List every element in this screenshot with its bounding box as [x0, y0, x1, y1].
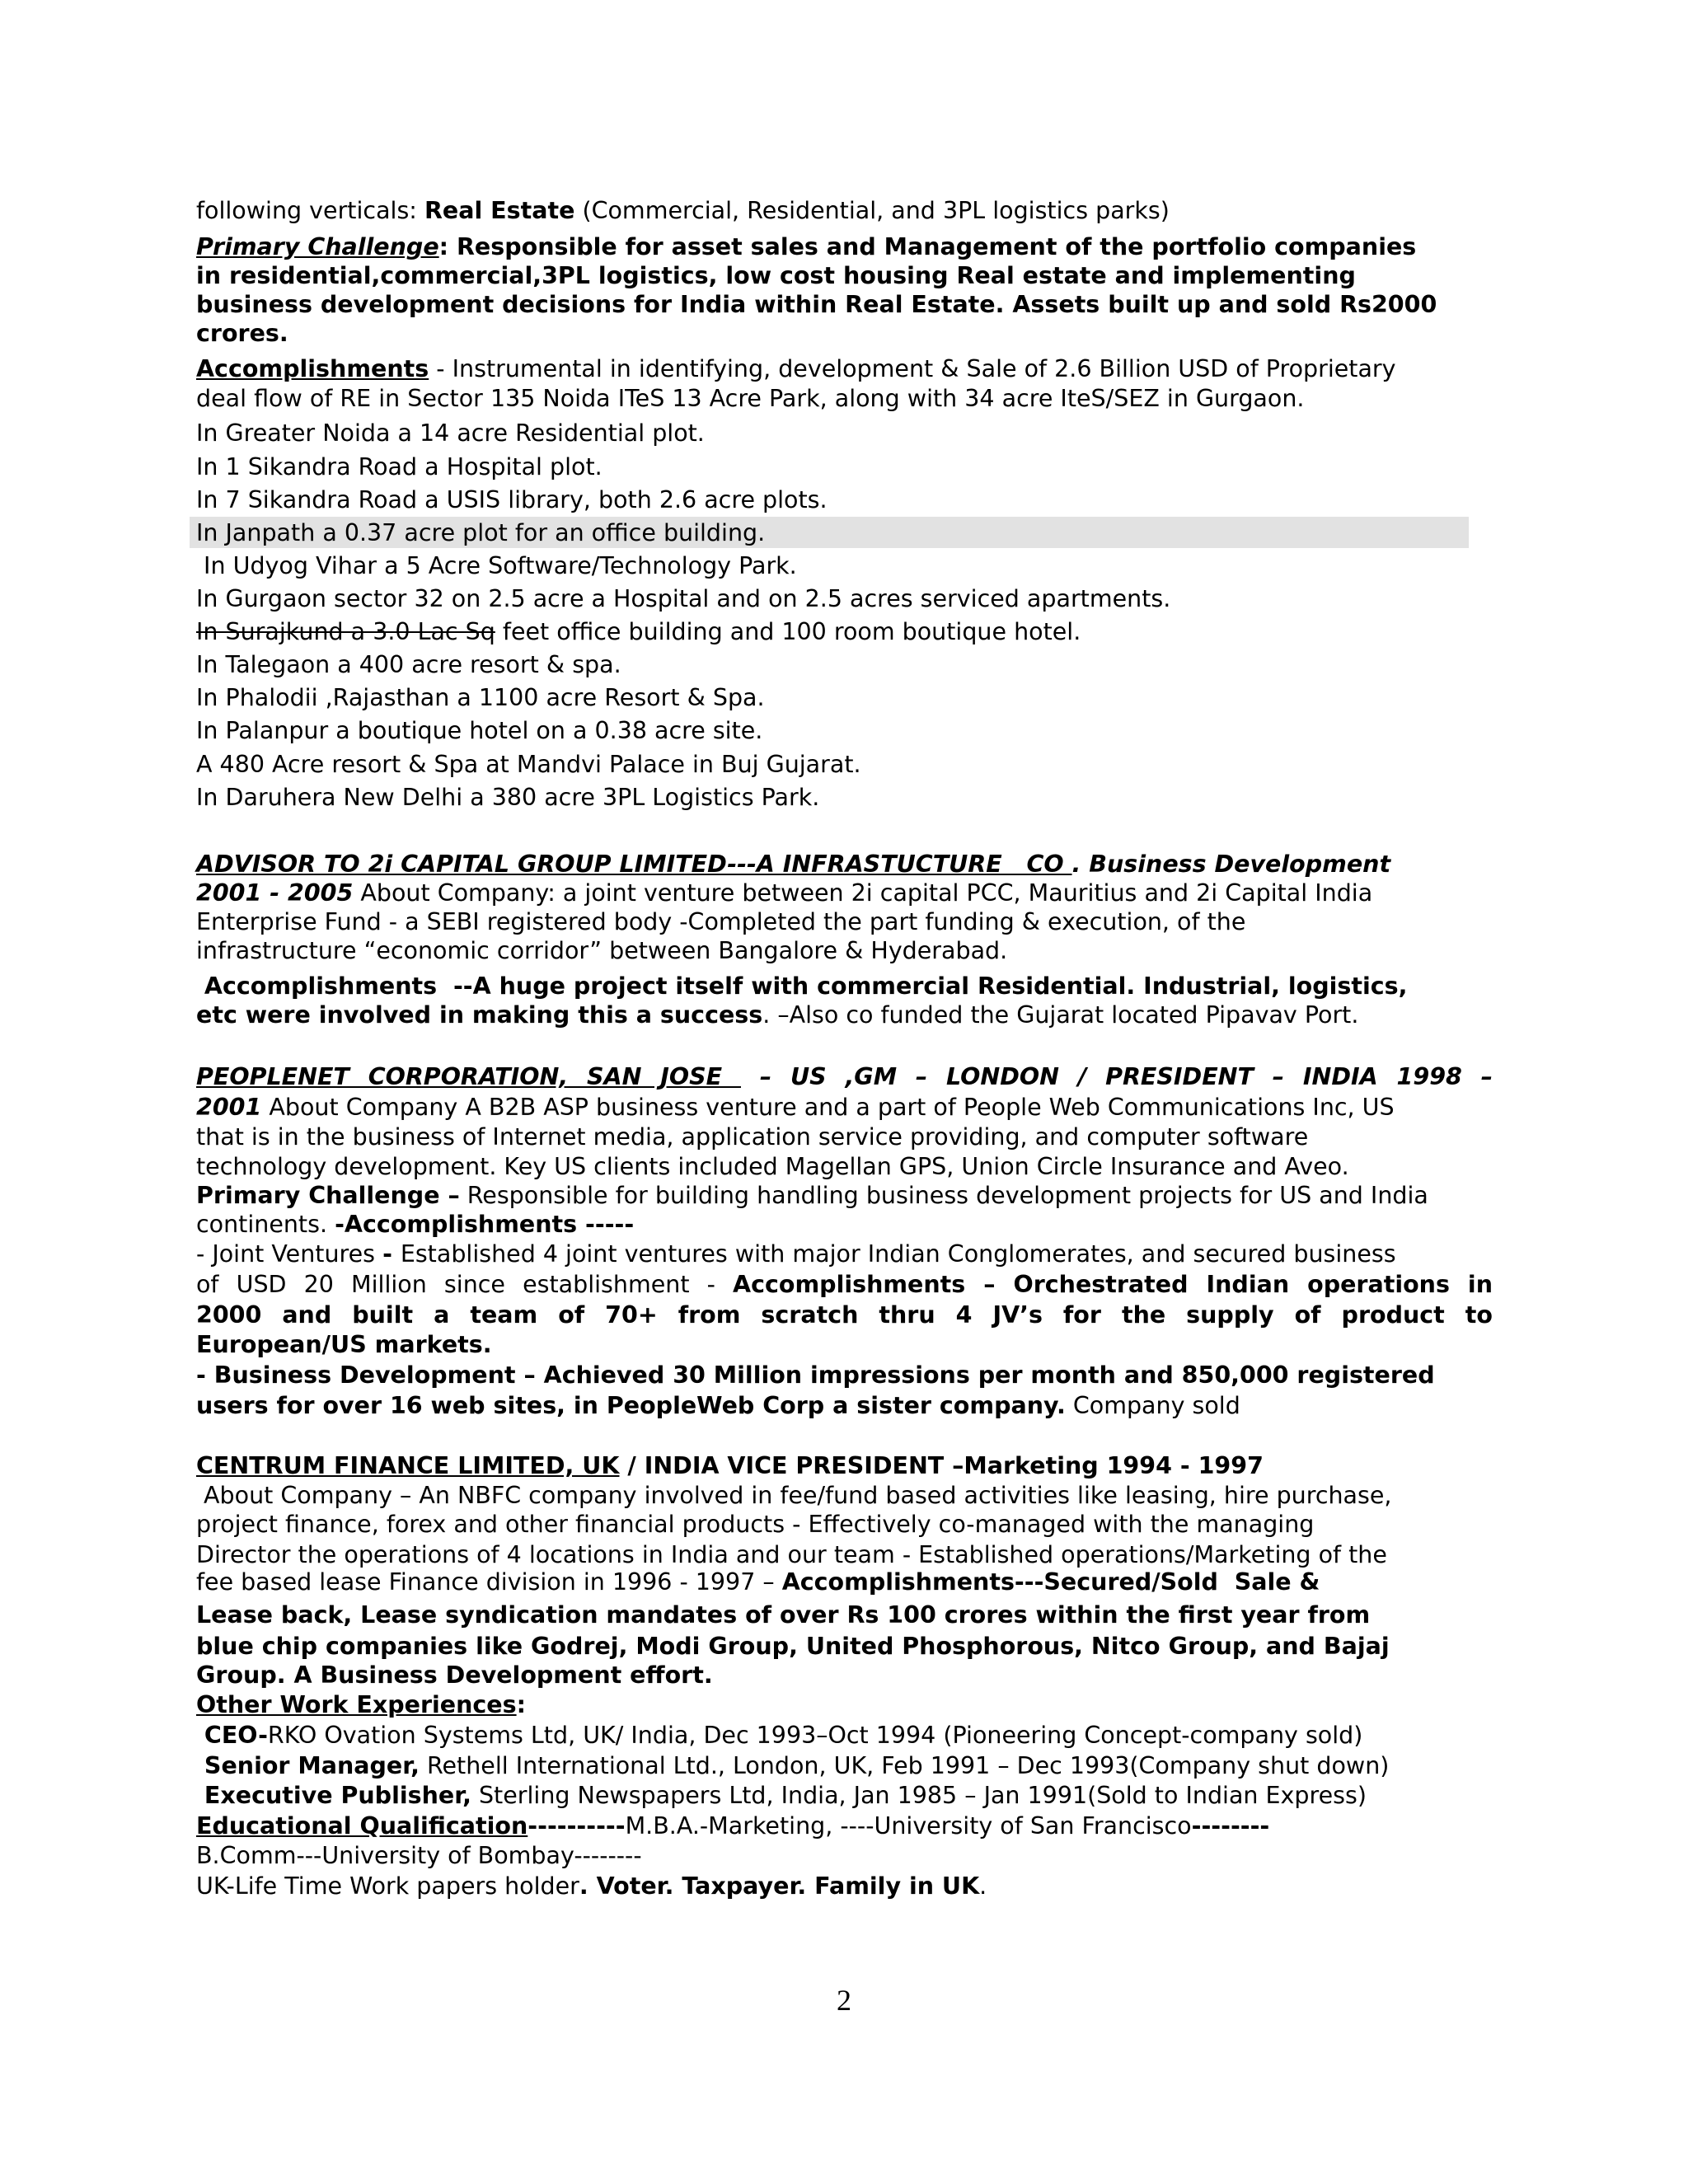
peoplenet-company-title: PEOPLENET CORPORATION, SAN JOSE [196, 1063, 741, 1090]
experience-senior-manager: Senior Manager, Rethell International Ltd., London, UK, Feb 1991 – Dec 1993(Company shut down) [196, 1752, 1390, 1779]
plot-item: In Greater Noida a 14 acre Residential plot. [196, 419, 705, 447]
peoplenet-line-6: continents. -Accomplishments ----- [196, 1211, 635, 1238]
peoplenet-heading: PEOPLENET CORPORATION, SAN JOSE – US ,GM – LONDON / PRESIDENT – INDIA 1998 – [196, 1063, 1493, 1090]
education-line-2: B.Comm---University of Bombay-------- [196, 1842, 642, 1869]
advisor-heading: ADVISOR TO 2i CAPITAL GROUP LIMITED---A INFRASTUCTURE CO . Business Development [196, 851, 1391, 878]
experience-ceo: CEO-RKO Ovation Systems Ltd, UK/ India, Dec 1993–Oct 1994 (Pioneering Concept-company sold) [196, 1722, 1363, 1749]
peoplenet-joint-ventures: - Joint Ventures - Established 4 joint ventures with major Indian Conglomerates, and secured business [196, 1240, 1396, 1268]
plot-item: In Udyog Vihar a 5 Acre Software/Technology Park. [196, 552, 797, 579]
plot-item: In Daruhera New Delhi a 380 acre 3PL Logistics Park. [196, 784, 820, 811]
peoplenet-line-9: 2000 and built a team of 70+ from scratch thru 4 JV’s for the supply of product to [196, 1301, 1493, 1329]
experience-executive-publisher: Executive Publisher, Sterling Newspapers Ltd, India, Jan 1985 – Jan 1991(Sold to Indian Express) [196, 1782, 1367, 1809]
peoplenet-line-3: that is in the business of Internet media, application service providing, and computer software [196, 1123, 1309, 1151]
peoplenet-line-10: European/US markets. [196, 1331, 492, 1358]
advisor-line-2: 2001 - 2005 About Company: a joint venture between 2i capital PCC, Mauritius and 2i Capital India [196, 879, 1373, 907]
plot-item: In Surajkund a 3.0 Lac Sq feet office building and 100 room boutique hotel. [196, 618, 1081, 645]
centrum-line-2: project finance, forex and other financial products - Effectively co-managed with the managing [196, 1511, 1315, 1538]
primary-challenge-line-3: business development decisions for India within Real Estate. Assets built up and sold Rs2000 [196, 291, 1437, 318]
accomplishments-line-2: deal flow of RE in Sector 135 Noida ITeS 13 Acre Park, along with 34 acre IteS/SEZ in Gurgaon. [196, 385, 1305, 412]
advisor-line-3: Enterprise Fund - a SEBI registered body -Completed the part funding & execution, of the [196, 908, 1246, 935]
plot-item: In 7 Sikandra Road a USIS library, both 2.6 acre plots. [196, 486, 828, 513]
primary-challenge-label: Primary Challenge [196, 233, 439, 260]
plot-item: In Palanpur a boutique hotel on a 0.38 acre site. [196, 717, 763, 744]
centrum-line-1: About Company – An NBFC company involved in fee/fund based activities like leasing, hire purchase, [196, 1482, 1392, 1509]
primary-challenge-line-2: in residential,commercial,3PL logistics, low cost housing Real estate and implementing [196, 262, 1356, 289]
centrum-line-6: blue chip companies like Godrej, Modi Group, United Phosphorous, Nitco Group, and Bajaj [196, 1633, 1390, 1660]
primary-challenge-line-4: crores. [196, 320, 288, 347]
page-number: 2 [837, 1984, 851, 2017]
peoplenet-line-12: users for over 16 web sites, in PeopleWeb Corp a sister company. Company sold [196, 1392, 1240, 1419]
primary-challenge-line-1: Primary Challenge: Responsible for asset sales and Management of the portfolio companies [196, 233, 1417, 260]
peoplenet-line-2: 2001 About Company A B2B ASP business venture and a part of People Web Communications Inc, US [196, 1094, 1395, 1121]
uk-status-line: UK-Life Time Work papers holder. Voter. Taxpayer. Family in UK. [196, 1872, 987, 1900]
education-line-1: Educational Qualification----------M.B.A.-Marketing, ----University of San Francisco-------- [196, 1812, 1270, 1840]
plot-item: In Talegaon a 400 acre resort & spa. [196, 651, 621, 678]
centrum-line-7: Group. A Business Development effort. [196, 1661, 713, 1689]
peoplenet-business-development: - Business Development – Achieved 30 Million impressions per month and 850,000 registered [196, 1361, 1435, 1389]
centrum-heading: CENTRUM FINANCE LIMITED, UK / INDIA VICE PRESIDENT –Marketing 1994 - 1997 [196, 1452, 1264, 1479]
plot-item: A 480 Acre resort & Spa at Mandvi Palace in Buj Gujarat. [196, 751, 861, 778]
plot-item-highlighted: In Janpath a 0.37 acre plot for an office building. [196, 519, 766, 546]
accomplishments-label: Accomplishments [196, 355, 429, 382]
struck-through-text: In Surajkund a 3.0 Lac Sq [196, 618, 495, 645]
plot-item: In Gurgaon sector 32 on 2.5 acre a Hospital and on 2.5 acres serviced apartments. [196, 585, 1171, 612]
advisor-accomplishments-1: Accomplishments --A huge project itself with commercial Residential. Industrial, logistics, [196, 972, 1408, 1000]
other-experiences-heading: Other Work Experiences: [196, 1691, 526, 1718]
centrum-line-5: Lease back, Lease syndication mandates of over Rs 100 crores within the first year from [196, 1601, 1371, 1629]
peoplenet-primary-challenge: Primary Challenge – Responsible for building handling business development projects for US and India [196, 1182, 1428, 1209]
centrum-line-3: Director the operations of 4 locations in India and our team - Established operations/Marketing of the [196, 1541, 1387, 1568]
peoplenet-line-8: of USD 20 Million since establishment - Accomplishments – Orchestrated Indian operations in [196, 1271, 1493, 1298]
accomplishments-line-1: Accomplishments - Instrumental in identifying, development & Sale of 2.6 Billion USD of Proprietary [196, 355, 1396, 382]
plot-item: In 1 Sikandra Road a Hospital plot. [196, 453, 603, 480]
advisor-accomplishments-2: etc were involved in making this a success. –Also co funded the Gujarat located Pipavav Port. [196, 1001, 1359, 1029]
centrum-company-title: CENTRUM FINANCE LIMITED, UK [196, 1452, 620, 1479]
peoplenet-line-4: technology development. Key US clients included Magellan GPS, Union Circle Insurance and Aveo. [196, 1153, 1349, 1180]
advisor-line-4: infrastructure “economic corridor” between Bangalore & Hyderabad. [196, 937, 1008, 964]
centrum-line-4: fee based lease Finance division in 1996 - 1997 – Accomplishments---Secured/Sold Sale & [196, 1568, 1320, 1596]
verticals-line: following verticals: Real Estate (Commercial, Residential, and 3PL logistics parks) [196, 197, 1170, 224]
plot-item: In Phalodii ,Rajasthan a 1100 acre Resort & Spa. [196, 684, 765, 711]
advisor-company-title: ADVISOR TO 2i CAPITAL GROUP LIMITED---A INFRASTUCTURE CO [196, 851, 1072, 878]
